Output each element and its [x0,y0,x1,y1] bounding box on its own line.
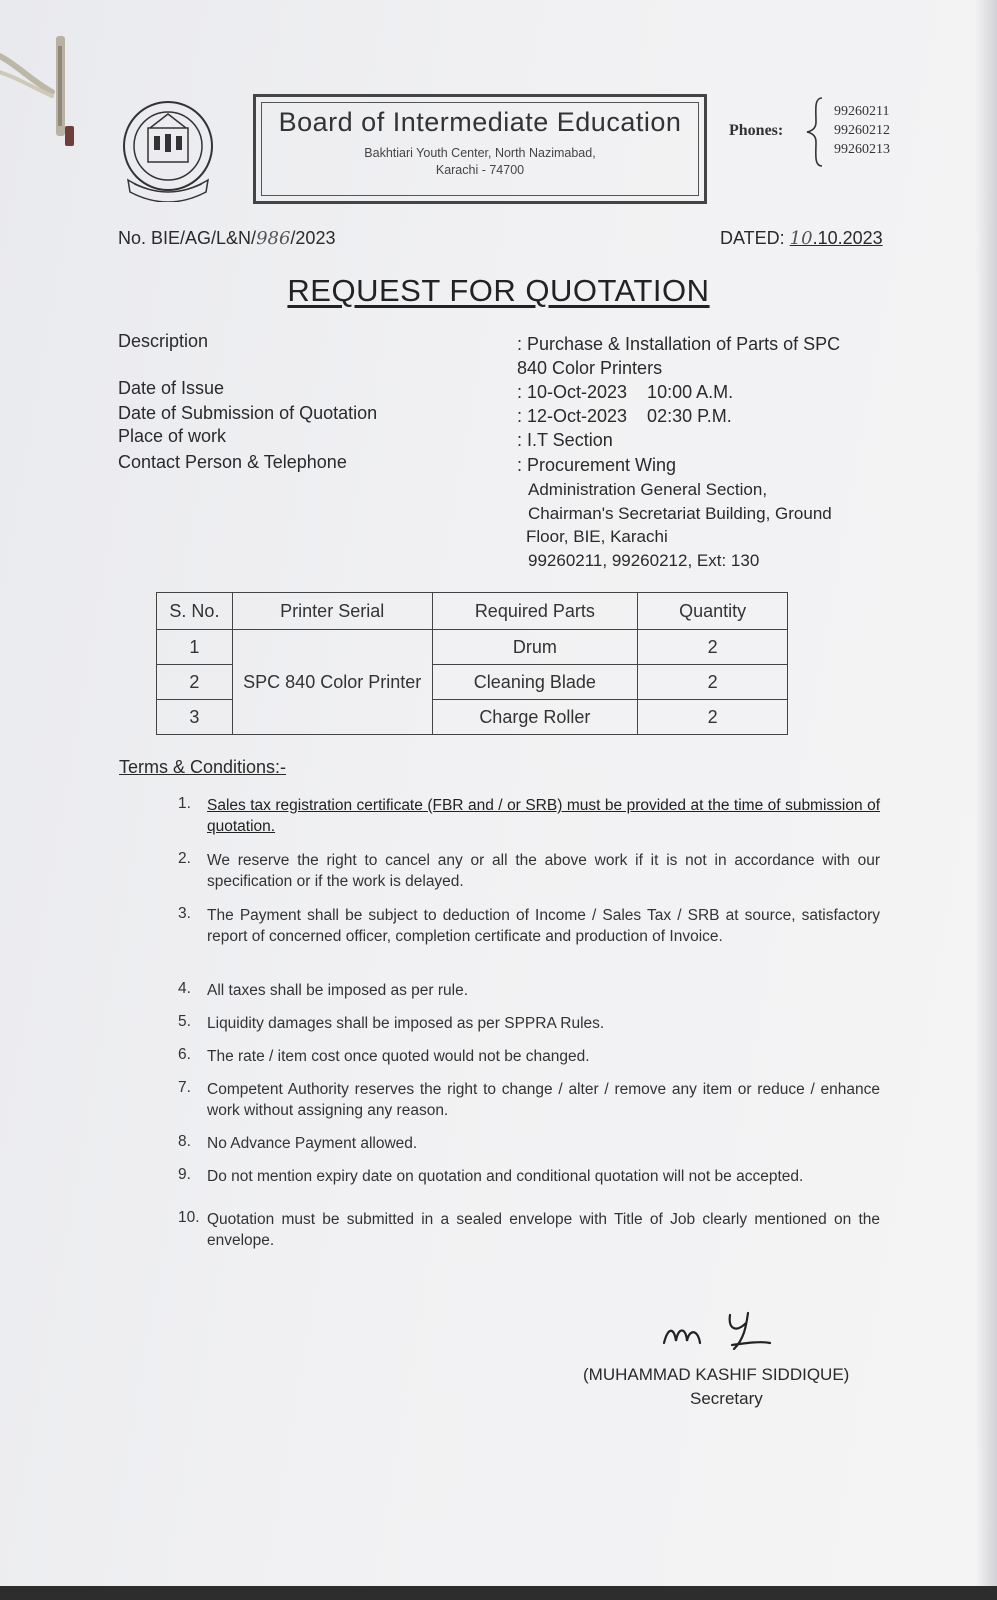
term-text: Sales tax registration certificate (FBR and / or SRB) must be provided at the time of submission of quotation. [207,797,880,835]
term-number: 8. [178,1133,191,1150]
phone-number-3: 99260213 [834,142,890,157]
cell-part: Charge Roller [432,700,638,735]
contact-line-2: Administration General Section, [528,480,768,499]
description-label: Description [118,331,209,351]
organization-name: Board of Intermediate Education [278,107,682,137]
term-text: No Advance Payment allowed. [207,1135,418,1152]
signatory-name: (MUHAMMAD KASHIF SIDDIQUE) [583,1365,850,1384]
term-number: 7. [178,1079,191,1096]
page-bottom-edge [0,1586,997,1600]
cell-sno: 1 [157,630,233,665]
term-text: Liquidity damages shall be imposed as per SPPRA Rules. [207,1015,605,1032]
cell-qty: 2 [638,700,788,735]
address-line-2: Karachi - 74700 [435,163,525,177]
submission-value: : 12-Oct-2023 02:30 P.M. [517,406,732,426]
term-number: 5. [178,1013,191,1030]
contact-line-4: Floor, BIE, Karachi [526,527,668,546]
phone-number-2: 99260212 [834,123,890,138]
phones-label: Phones: [729,122,784,139]
terms-title: Terms & Conditions:- [119,757,287,777]
issue-value: : 10-Oct-2023 10:00 A.M. [517,382,734,402]
contact-label: Contact Person & Telephone [118,452,347,472]
header-required-parts: Required Parts [432,593,638,630]
board-seal-logo [120,100,216,202]
reference-number [118,228,335,249]
page-edge-shadow [975,0,997,1600]
dated-label: DATED: [720,228,790,248]
cell-part: Drum [432,630,638,665]
dated-month-year: .10.2023 [812,228,883,248]
table-header-row [157,593,788,630]
header-sno: S. No. [157,593,233,630]
term-text: All taxes shall be imposed as per rule. [207,982,469,999]
contact-line-3: Chairman's Secretariat Building, Ground [528,504,832,523]
contact-line-5: 99260211, 99260212, Ext: 130 [528,551,760,570]
term-number: 1. [178,795,191,812]
submission-label: Date of Submission of Quotation [118,403,378,423]
header-printer-serial: Printer Serial [232,593,432,630]
handwritten-signature [660,1305,780,1355]
term-text: The rate / item cost once quoted would not be changed. [207,1048,590,1065]
reference-suffix: /2023 [290,228,336,248]
term-text: Quotation must be submitted in a sealed envelope with Title of Job clearly mentioned on the envelope. [207,1211,880,1249]
term-text: Do not mention expiry date on quotation and conditional quotation will not be accepted. [207,1168,804,1185]
table-row [157,630,788,665]
cell-qty: 2 [638,630,788,665]
term-number: 2. [178,850,191,867]
issue-label: Date of Issue [118,378,225,398]
dated [720,228,883,249]
cell-part: Cleaning Blade [432,665,638,700]
term-text: Competent Authority reserves the right to change / alter / remove any item or reduce / enhance work without assigning any reason. [207,1081,880,1119]
term-number: 9. [178,1166,191,1183]
description-value: : Purchase & Installation of Parts of SPC [517,334,841,354]
place-label: Place of work [118,426,227,446]
contact-value: : Procurement Wing [517,455,677,475]
cell-qty: 2 [638,665,788,700]
parts-table [156,592,788,735]
reference-handwritten-number: 986 [256,228,291,249]
place-value: : I.T Section [517,430,613,450]
description-value-cont: 840 Color Printers [517,358,663,378]
dated-handwritten-day: 10 [789,228,813,249]
cell-printer: SPC 840 Color Printer [232,630,432,735]
address-line-1: Bakhtiari Youth Center, North Nazimabad, [364,146,596,160]
term-number: 4. [178,980,191,997]
letterhead-box [253,94,707,204]
cell-sno: 2 [157,665,233,700]
reference-prefix: No. BIE/AG/L&N/ [118,228,257,248]
term-text: We reserve the right to cancel any or all the above work if it is not in accordance with our specification or if the work is delayed. [207,852,880,890]
cell-sno: 3 [157,700,233,735]
signatory-designation: Secretary [690,1389,763,1408]
brace-icon [804,96,826,168]
tag-clip-icon [52,36,74,148]
term-number: 3. [178,905,191,922]
document-title: REQUEST FOR QUOTATION [287,273,710,308]
phone-number-1: 99260211 [834,104,890,119]
term-text: The Payment shall be subject to deduction of Income / Sales Tax / SRB at source, satisfactory report of concerned officer, completion certificate and production of Invoice. [207,907,880,945]
term-number: 10. [178,1209,200,1226]
header-quantity: Quantity [638,593,788,630]
term-number: 6. [178,1046,191,1063]
